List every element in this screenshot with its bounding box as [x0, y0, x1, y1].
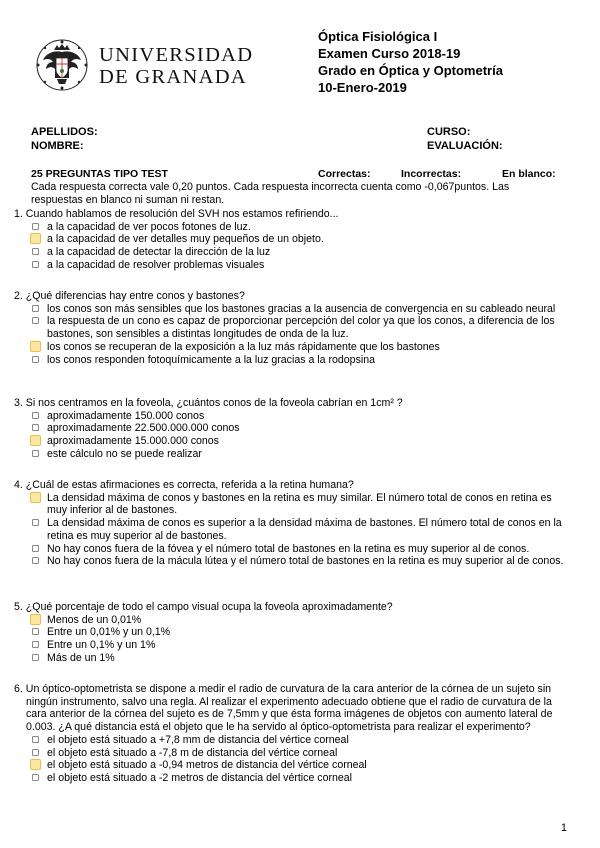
- checkbox-checked-icon[interactable]: [30, 233, 41, 244]
- checkbox-icon[interactable]: [32, 628, 39, 635]
- blank-label: En blanco:: [502, 168, 556, 180]
- checkbox-icon[interactable]: [32, 749, 39, 756]
- option-label: aproximadamente 150.000 conos: [47, 409, 205, 422]
- question-number: 2.: [14, 290, 23, 302]
- option-label: los conos son más sensibles que los bastones gracias a la ausencia de convergencia en su cableado neural: [47, 302, 556, 315]
- options-list: [14, 734, 570, 785]
- question-number: 4.: [14, 479, 23, 491]
- exam-title: Examen Curso 2018-19: [318, 46, 461, 61]
- checkbox-icon[interactable]: [32, 317, 39, 324]
- option[interactable]: [30, 303, 570, 316]
- option[interactable]: [30, 543, 570, 556]
- question-text: [14, 290, 570, 303]
- question-statement: ¿Cuál de estas afirmaciones es correcta, referida a la retina humana?: [25, 479, 354, 491]
- question-number: 6.: [14, 683, 23, 695]
- question-text: [14, 601, 570, 614]
- checkbox-icon[interactable]: [32, 641, 39, 648]
- checkbox-icon[interactable]: [32, 305, 39, 312]
- checkbox-icon[interactable]: [32, 248, 39, 255]
- option-label: los conos responden fotoquímicamente a la luz gracias a la rodopsina: [47, 353, 376, 366]
- checkbox-icon[interactable]: [32, 424, 39, 431]
- exam-date: 10-Enero-2019: [318, 80, 407, 95]
- option[interactable]: [30, 734, 570, 747]
- option-label: a la capacidad de detectar la dirección de la luz: [47, 246, 271, 259]
- option-label: aproximadamente 22.500.000.000 conos: [47, 422, 240, 435]
- checkbox-icon[interactable]: [32, 519, 39, 526]
- option-selected[interactable]: [30, 492, 570, 517]
- checkbox-icon[interactable]: [32, 654, 39, 661]
- option-label: Más de un 1%: [47, 651, 115, 664]
- option[interactable]: [30, 422, 570, 435]
- option[interactable]: [30, 652, 570, 665]
- exam-degree: Grado en Óptica y Optometría: [318, 63, 503, 78]
- question-statement: Cuando hablamos de resolución del SVH nos estamos refiriendo...: [25, 208, 339, 220]
- option[interactable]: [30, 626, 570, 639]
- option[interactable]: [30, 410, 570, 423]
- checkbox-checked-icon[interactable]: [30, 614, 41, 625]
- option[interactable]: [30, 354, 570, 367]
- checkbox-checked-icon[interactable]: [30, 435, 41, 446]
- incorrect-label: Incorrectas:: [401, 168, 462, 180]
- university-logo: [33, 38, 91, 92]
- question-statement: ¿Qué porcentaje de todo el campo visual ocupa la foveola aproximadamente?: [25, 601, 393, 613]
- checkbox-checked-icon[interactable]: [30, 341, 41, 352]
- question-statement: ¿Qué diferencias hay entre conos y bastones?: [25, 290, 245, 302]
- option-label: los conos se recuperan de la exposición a la luz más rápidamente que los bastones: [47, 340, 440, 353]
- exam-header: [318, 28, 503, 96]
- surname-label: APELLIDOS:: [31, 126, 98, 138]
- option[interactable]: [30, 639, 570, 652]
- option[interactable]: [30, 747, 570, 760]
- option-label: el objeto está situado a -7,8 m de distancia del vértice corneal: [47, 746, 338, 759]
- question-statement: Si nos centramos en la foveola, ¿cuántos conos de la foveola cabrían en 1cm² ?: [25, 397, 403, 409]
- question-5: [14, 601, 570, 665]
- question-number: 3.: [14, 397, 23, 409]
- options-list: [14, 303, 570, 367]
- evaluation-label: EVALUACIÓN:: [427, 140, 503, 152]
- option-label: No hay conos fuera de la fóvea y el número total de bastones en la retina es muy superior al de conos.: [47, 542, 530, 555]
- question-text: [14, 479, 570, 492]
- options-list: [14, 492, 570, 568]
- option[interactable]: [30, 315, 570, 340]
- option-selected[interactable]: [30, 435, 570, 448]
- option[interactable]: [30, 448, 570, 461]
- option[interactable]: [30, 517, 570, 542]
- checkbox-icon[interactable]: [32, 545, 39, 552]
- page-number: 1: [560, 822, 567, 834]
- course-label: CURSO:: [427, 126, 471, 138]
- option-label: aproximadamente 15.000.000 conos: [47, 435, 219, 448]
- name-label: NOMBRE:: [31, 140, 84, 152]
- option[interactable]: [30, 221, 570, 234]
- option-selected[interactable]: [30, 759, 570, 772]
- question-4: [14, 479, 570, 568]
- option-label: Menos de un 0,01%: [47, 613, 142, 626]
- question-1: [14, 208, 570, 272]
- option-label: Entre un 0,01% y un 0,1%: [47, 626, 171, 639]
- university-name: [99, 44, 253, 88]
- option-label: La densidad máxima de conos y bastones en la retina es muy similar. El número total de conos en retina es muy inferior al de bastones.: [47, 491, 552, 517]
- option-label: a la capacidad de ver detalles muy pequeños de un objeto.: [47, 233, 324, 246]
- option-label: a la capacidad de ver pocos fotones de luz.: [47, 220, 251, 233]
- test-header: 25 PREGUNTAS TIPO TEST: [31, 168, 168, 180]
- option-selected[interactable]: [30, 341, 570, 354]
- options-list: [14, 614, 570, 665]
- checkbox-checked-icon[interactable]: [30, 759, 41, 770]
- options-list: [14, 221, 570, 272]
- question-3: [14, 397, 570, 461]
- checkbox-checked-icon[interactable]: [30, 492, 41, 503]
- option[interactable]: [30, 246, 570, 259]
- option[interactable]: [30, 772, 570, 785]
- options-list: [14, 410, 570, 461]
- option-label: el objeto está situado a -0,94 metros de distancia del vértice corneal: [47, 759, 367, 772]
- option-label: Entre un 0,1% y un 1%: [47, 639, 156, 652]
- checkbox-icon[interactable]: [32, 223, 39, 230]
- question-number: 5.: [14, 601, 23, 613]
- question-text: [14, 397, 570, 410]
- option-label: la respuesta de un cono es capaz de proporcionar percepción del color ya que los conos, a diferencia de los bastones, son sensibles a distintas longitudes de onda de la luz.: [47, 315, 555, 341]
- option-selected[interactable]: [30, 233, 570, 246]
- option-selected[interactable]: [30, 614, 570, 627]
- option-label: el objeto está situado a -2 metros de distancia del vértice corneal: [47, 771, 353, 784]
- question-2: [14, 290, 570, 366]
- scoring-instructions: Cada respuesta correcta vale 0,20 puntos. Cada respuesta incorrecta cuenta como -0,067puntos. Las respuestas en blanco ni suman ni restan.: [31, 181, 510, 206]
- correct-label: Correctas:: [318, 168, 371, 180]
- checkbox-icon[interactable]: [32, 356, 39, 363]
- checkbox-icon[interactable]: [32, 736, 39, 743]
- question-text: [14, 683, 570, 734]
- checkbox-icon[interactable]: [32, 261, 39, 268]
- university-name-line2: DE GRANADA: [99, 66, 247, 88]
- option[interactable]: [30, 555, 570, 568]
- option-label: el objeto está situado a +7,8 mm de distancia del vértice corneal: [47, 733, 349, 746]
- checkbox-icon[interactable]: [32, 412, 39, 419]
- question-number: 1.: [14, 208, 23, 220]
- university-name-line1: UNIVERSIDAD: [99, 44, 254, 66]
- option-label: este cálculo no se puede realizar: [47, 447, 202, 460]
- checkbox-icon[interactable]: [32, 450, 39, 457]
- exam-subject: Óptica Fisiológica I: [318, 29, 438, 44]
- checkbox-icon[interactable]: [32, 557, 39, 564]
- option-label: La densidad máxima de conos es superior a la densidad máxima de bastones. El número total de conos en la retina es muy superior al de bastones.: [47, 517, 562, 542]
- question-text: [14, 208, 570, 221]
- question-statement: Un óptico-optometrista se dispone a medir el radio de curvatura de la cara anterior de la córnea de un sujeto sin ningún instrumento, salvo una regla. Al realizar el experimento adecuado obtiene que el radio de curvatura de la cara anterior de la córnea del sujeto es de 7,5mm y que ésta forma imágenes de objetos con aumento lateral de 0.003. ¿A qué distancia está el objeto que le ha servido al óptico-optometrista para realizar el experimento?: [25, 683, 553, 734]
- option-label: No hay conos fuera de la mácula lútea y el número total de bastones en la retina es muy superior al de conos.: [47, 555, 564, 568]
- question-6: [14, 683, 570, 785]
- option[interactable]: [30, 259, 570, 272]
- option-label: a la capacidad de resolver problemas visuales: [47, 258, 265, 271]
- checkbox-icon[interactable]: [32, 774, 39, 781]
